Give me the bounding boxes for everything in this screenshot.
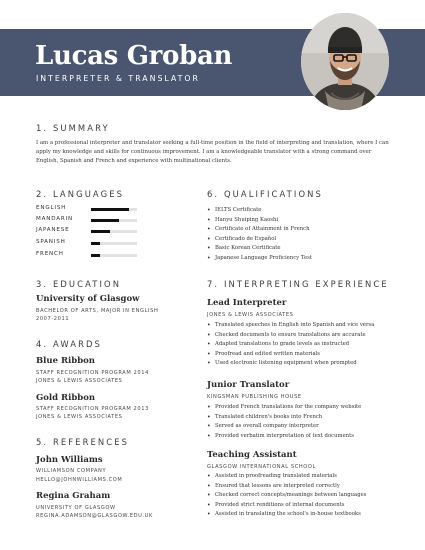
job-employer: JONES & LEWIS ASSOCIATES	[207, 312, 294, 318]
education-school: University of Glasgow	[36, 294, 140, 304]
award-title: Blue Ribbon	[36, 356, 95, 366]
language-level-fill	[91, 254, 100, 257]
job-duty: • Assisted in translating the school's in-house textbooks	[207, 510, 366, 520]
job-duties-list	[207, 403, 361, 441]
language-name: SPANISH	[36, 239, 66, 245]
reference-email[interactable]: REGINA.ADAMSON@GLASGOW.EDU.UK	[36, 513, 153, 519]
job-duty: • Served as overall company interpreter	[207, 422, 361, 432]
award-program: STAFF RECOGNITION PROGRAM 2014	[36, 370, 149, 376]
experience-heading: 7. INTERPRETING EXPERIENCE	[207, 279, 389, 289]
reference-name: Regina Graham	[36, 491, 111, 501]
education-degree: BACHELOR OF ARTS, MAJOR IN ENGLISH	[36, 308, 159, 314]
language-name: FRENCH	[36, 251, 64, 257]
job-employer: GLASGOW INTERNATIONAL SCHOOL	[207, 464, 316, 470]
language-row	[36, 239, 146, 247]
award-title: Gold Ribbon	[36, 393, 96, 403]
job-duty: • Proofread and edited written materials	[207, 350, 374, 360]
qualifications-list	[207, 206, 312, 263]
language-level-bar	[91, 219, 137, 222]
profile-photo	[301, 13, 389, 110]
award-org: JONES & LEWIS ASSOCIATES	[36, 414, 123, 420]
language-row	[36, 227, 146, 235]
job-title: Lead Interpreter	[207, 298, 287, 308]
job-duty: • Assisted in proofreading translated materials	[207, 472, 366, 482]
job-duties-list	[207, 321, 374, 369]
award-org: JONES & LEWIS ASSOCIATES	[36, 378, 123, 384]
language-name: ENGLISH	[36, 205, 67, 211]
candidate-role: INTERPRETER & TRANSLATOR	[36, 74, 200, 83]
reference-org: WILLIAMSON COMPANY	[36, 468, 107, 474]
language-row	[36, 216, 146, 224]
language-level-bar	[91, 230, 137, 233]
languages-heading: 2. LANGUAGES	[36, 189, 125, 199]
candidate-name: Lucas Groban	[35, 41, 233, 71]
reference-org: UNIVERSITY OF GLASGOW	[36, 505, 116, 511]
job-duty: • Used electronic listening equipment when prompted	[207, 359, 374, 369]
job-duty: • Checked correct concepts/meanings between languages	[207, 491, 366, 501]
job-duty: • Checked documents to ensure translations are accurate	[207, 331, 374, 341]
language-level-fill	[91, 242, 100, 245]
job-title: Teaching Assistant	[207, 450, 297, 460]
summary-heading: 1. SUMMARY	[36, 123, 110, 133]
job-duty: • Ensured that lessons are interpreted correctly	[207, 482, 366, 492]
language-level-fill	[91, 230, 110, 233]
education-heading: 3. EDUCATION	[36, 279, 122, 289]
references-heading: 5. REFERENCES	[36, 437, 130, 447]
qualification-item: • Hanyu Shuiping Kaoshi	[207, 216, 312, 226]
summary-text: I am a professional interpreter and translator seeking a full-time position in the field of interpreting and translation, where I can apply my knowledge and skills for continuous improvement. I am a knowledgeable translator with a strong command over English, Spanish and French and experience with multinational clients.	[36, 140, 389, 164]
qualification-item: • Basic Korean Certificate	[207, 244, 312, 254]
job-duty: • Translated speeches in English into Spanish and vice versa	[207, 321, 374, 331]
language-level-bar	[91, 242, 137, 245]
language-level-fill	[91, 219, 119, 222]
qualification-item: • Certificado de Español	[207, 235, 312, 245]
qualifications-heading: 6. QUALIFICATIONS	[207, 189, 323, 199]
job-duties-list	[207, 472, 366, 520]
language-level-fill	[91, 208, 129, 211]
job-duty: • Provided verbatim interpretation of text documents	[207, 432, 361, 442]
reference-name: John Williams	[36, 455, 103, 465]
award-program: STAFF RECOGNITION PROGRAM 2013	[36, 406, 149, 412]
job-duty: • Translated children's books into French	[207, 413, 361, 423]
education-years: 2007-2011	[36, 316, 70, 322]
language-level-bar	[91, 208, 137, 211]
qualification-item: • Certificate of Attainment in French	[207, 225, 312, 235]
language-row	[36, 205, 146, 213]
job-duty: • Adapted translations to grade levels as instructed	[207, 340, 374, 350]
reference-email[interactable]: HELLO@JOHNWILLIAMS.COM	[36, 477, 123, 483]
job-duty: • Provided strict renditions of internal documents	[207, 501, 366, 511]
language-level-bar	[91, 254, 137, 257]
qualification-item: • IELTS Certificate	[207, 206, 312, 216]
language-row	[36, 251, 146, 259]
qualification-item: • Japanese Language Proficiency Test	[207, 254, 312, 264]
job-title: Junior Translator	[207, 380, 290, 390]
job-duty: • Provided French translations for the company website	[207, 403, 361, 413]
language-name: MANDARIN	[36, 216, 73, 222]
language-name: JAPANESE	[36, 227, 70, 233]
awards-heading: 4. AWARDS	[36, 339, 102, 349]
job-employer: KINGSMAN PUBLISHING HOUSE	[207, 394, 302, 400]
